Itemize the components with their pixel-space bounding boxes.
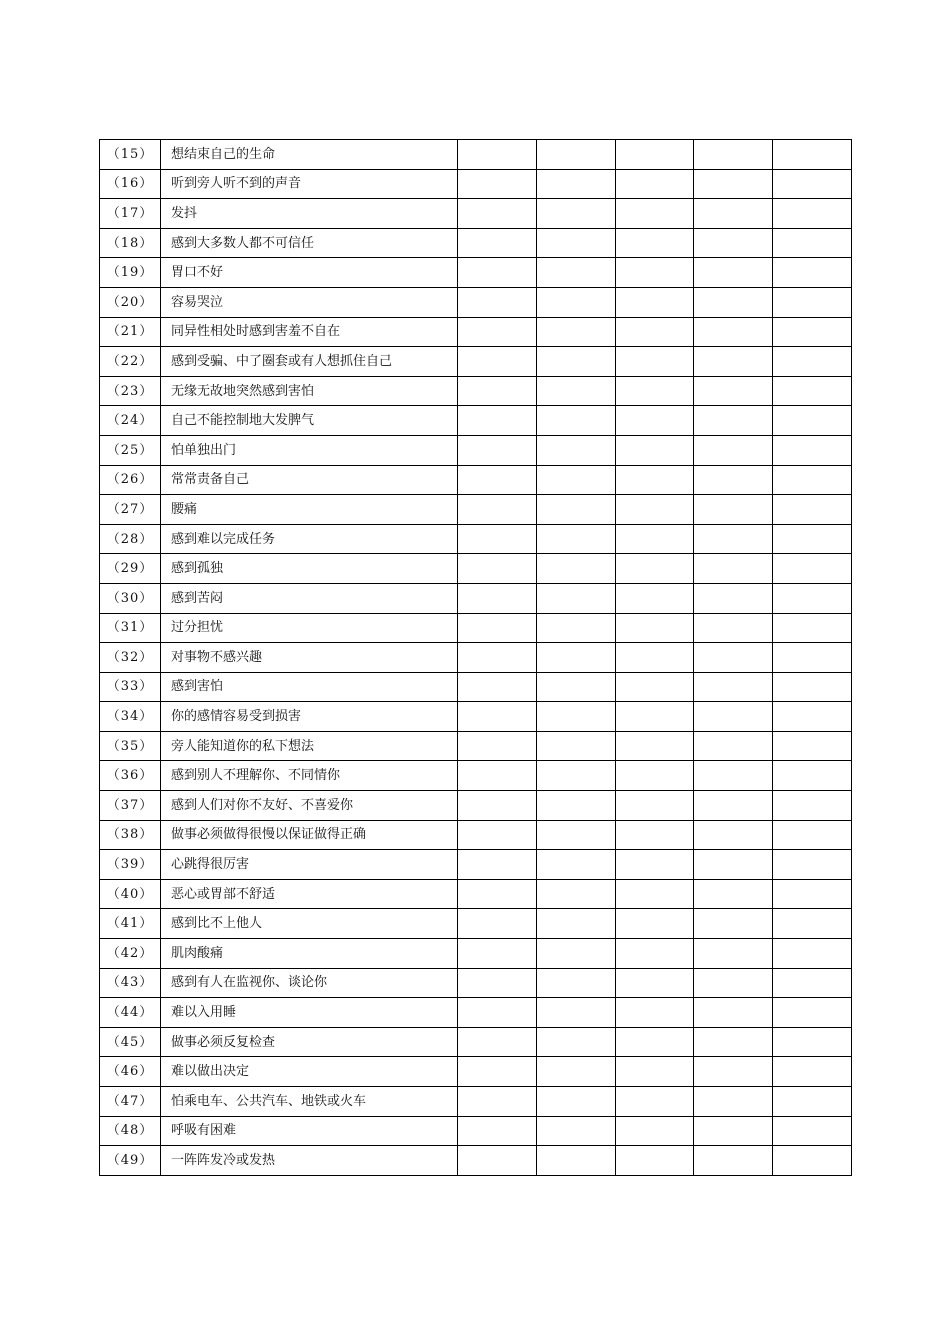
table-row	[100, 672, 852, 702]
rating-cell-3[interactable]	[615, 169, 694, 199]
rating-cell-2[interactable]	[536, 702, 615, 732]
rating-cell-5[interactable]	[773, 199, 852, 229]
item-number: （37）	[100, 791, 161, 821]
rating-cell-3[interactable]	[615, 702, 694, 732]
rating-cell-3[interactable]	[615, 850, 694, 880]
rating-cell-4[interactable]	[694, 140, 773, 170]
rating-cell-4[interactable]	[694, 939, 773, 969]
table-row	[100, 1057, 852, 1087]
item-number: （38）	[100, 820, 161, 850]
rating-cell-2[interactable]	[536, 791, 615, 821]
rating-cell-4[interactable]	[694, 287, 773, 317]
rating-cell-1[interactable]	[458, 613, 537, 643]
table-row	[100, 1087, 852, 1117]
table-row	[100, 317, 852, 347]
table-row	[100, 376, 852, 406]
rating-cell-1[interactable]	[458, 820, 537, 850]
rating-cell-3[interactable]	[615, 1057, 694, 1087]
table-row	[100, 258, 852, 288]
rating-cell-3[interactable]	[615, 1027, 694, 1057]
item-description: 感到大多数人都不可信任	[161, 228, 458, 258]
rating-cell-3[interactable]	[615, 643, 694, 673]
rating-cell-5[interactable]	[773, 554, 852, 584]
rating-cell-5[interactable]	[773, 287, 852, 317]
rating-cell-3[interactable]	[615, 672, 694, 702]
rating-cell-4[interactable]	[694, 1087, 773, 1117]
item-description: 发抖	[161, 199, 458, 229]
item-description: 感到别人不理解你、不同情你	[161, 761, 458, 791]
rating-cell-4[interactable]	[694, 1116, 773, 1146]
rating-cell-2[interactable]	[536, 850, 615, 880]
rating-cell-5[interactable]	[773, 672, 852, 702]
item-number: （33）	[100, 672, 161, 702]
rating-cell-4[interactable]	[694, 376, 773, 406]
rating-cell-4[interactable]	[694, 702, 773, 732]
rating-cell-1[interactable]	[458, 406, 537, 436]
item-number: （22）	[100, 347, 161, 377]
rating-cell-1[interactable]	[458, 998, 537, 1028]
item-number: （25）	[100, 435, 161, 465]
rating-cell-1[interactable]	[458, 702, 537, 732]
rating-cell-1[interactable]	[458, 850, 537, 880]
rating-cell-3[interactable]	[615, 376, 694, 406]
rating-cell-3[interactable]	[615, 909, 694, 939]
item-number: （39）	[100, 850, 161, 880]
rating-cell-1[interactable]	[458, 968, 537, 998]
rating-cell-5[interactable]	[773, 435, 852, 465]
rating-cell-1[interactable]	[458, 228, 537, 258]
rating-cell-5[interactable]	[773, 613, 852, 643]
rating-cell-1[interactable]	[458, 524, 537, 554]
rating-cell-4[interactable]	[694, 435, 773, 465]
rating-cell-1[interactable]	[458, 435, 537, 465]
item-description: 恶心或胃部不舒适	[161, 879, 458, 909]
item-description: 想结束自己的生命	[161, 140, 458, 170]
rating-cell-4[interactable]	[694, 643, 773, 673]
rating-cell-2[interactable]	[536, 376, 615, 406]
item-description: 难以入用睡	[161, 998, 458, 1028]
table-row	[100, 199, 852, 229]
rating-cell-2[interactable]	[536, 199, 615, 229]
rating-cell-5[interactable]	[773, 465, 852, 495]
rating-cell-1[interactable]	[458, 199, 537, 229]
rating-cell-4[interactable]	[694, 731, 773, 761]
rating-cell-4[interactable]	[694, 347, 773, 377]
item-description: 自己不能控制地大发脾气	[161, 406, 458, 436]
rating-cell-5[interactable]	[773, 1057, 852, 1087]
item-description: 感到苦闷	[161, 583, 458, 613]
rating-cell-2[interactable]	[536, 909, 615, 939]
rating-cell-1[interactable]	[458, 939, 537, 969]
rating-cell-1[interactable]	[458, 731, 537, 761]
rating-cell-1[interactable]	[458, 495, 537, 525]
rating-cell-4[interactable]	[694, 258, 773, 288]
rating-cell-1[interactable]	[458, 376, 537, 406]
rating-cell-1[interactable]	[458, 1057, 537, 1087]
item-description: 对事物不感兴趣	[161, 643, 458, 673]
rating-cell-2[interactable]	[536, 140, 615, 170]
rating-cell-5[interactable]	[773, 406, 852, 436]
item-number: （40）	[100, 879, 161, 909]
rating-cell-2[interactable]	[536, 347, 615, 377]
item-number: （26）	[100, 465, 161, 495]
table-row	[100, 731, 852, 761]
rating-cell-4[interactable]	[694, 1146, 773, 1176]
rating-cell-1[interactable]	[458, 1116, 537, 1146]
rating-cell-4[interactable]	[694, 909, 773, 939]
rating-cell-4[interactable]	[694, 613, 773, 643]
item-description: 胃口不好	[161, 258, 458, 288]
rating-cell-5[interactable]	[773, 1146, 852, 1176]
rating-cell-3[interactable]	[615, 258, 694, 288]
rating-cell-1[interactable]	[458, 317, 537, 347]
item-description: 腰痛	[161, 495, 458, 525]
rating-cell-2[interactable]	[536, 554, 615, 584]
rating-cell-2[interactable]	[536, 761, 615, 791]
item-description: 感到害怕	[161, 672, 458, 702]
rating-cell-3[interactable]	[615, 939, 694, 969]
item-number: （32）	[100, 643, 161, 673]
item-number: （34）	[100, 702, 161, 732]
table-row	[100, 702, 852, 732]
table-row	[100, 643, 852, 673]
rating-cell-3[interactable]	[615, 613, 694, 643]
rating-cell-2[interactable]	[536, 1027, 615, 1057]
rating-cell-2[interactable]	[536, 258, 615, 288]
rating-cell-5[interactable]	[773, 939, 852, 969]
item-number: （21）	[100, 317, 161, 347]
rating-cell-2[interactable]	[536, 495, 615, 525]
rating-cell-3[interactable]	[615, 879, 694, 909]
item-description: 常常责备自己	[161, 465, 458, 495]
rating-cell-3[interactable]	[615, 435, 694, 465]
rating-cell-2[interactable]	[536, 998, 615, 1028]
rating-cell-4[interactable]	[694, 169, 773, 199]
item-number: （45）	[100, 1027, 161, 1057]
item-description: 同异性相处时感到害羞不自在	[161, 317, 458, 347]
rating-cell-2[interactable]	[536, 731, 615, 761]
rating-cell-4[interactable]	[694, 406, 773, 436]
rating-cell-3[interactable]	[615, 1116, 694, 1146]
rating-cell-4[interactable]	[694, 820, 773, 850]
rating-cell-1[interactable]	[458, 140, 537, 170]
rating-cell-1[interactable]	[458, 879, 537, 909]
rating-cell-4[interactable]	[694, 791, 773, 821]
table-row	[100, 465, 852, 495]
item-description: 怕乘电车、公共汽车、地铁或火车	[161, 1087, 458, 1117]
rating-cell-3[interactable]	[615, 406, 694, 436]
rating-cell-5[interactable]	[773, 702, 852, 732]
rating-cell-4[interactable]	[694, 524, 773, 554]
rating-cell-5[interactable]	[773, 169, 852, 199]
rating-cell-4[interactable]	[694, 495, 773, 525]
rating-cell-1[interactable]	[458, 761, 537, 791]
rating-cell-4[interactable]	[694, 554, 773, 584]
item-number: （29）	[100, 554, 161, 584]
rating-cell-2[interactable]	[536, 287, 615, 317]
rating-cell-5[interactable]	[773, 1116, 852, 1146]
rating-cell-2[interactable]	[536, 939, 615, 969]
rating-cell-4[interactable]	[694, 199, 773, 229]
rating-cell-5[interactable]	[773, 968, 852, 998]
rating-cell-4[interactable]	[694, 672, 773, 702]
table-row	[100, 140, 852, 170]
rating-cell-1[interactable]	[458, 1027, 537, 1057]
rating-cell-3[interactable]	[615, 1146, 694, 1176]
item-number: （41）	[100, 909, 161, 939]
item-number: （18）	[100, 228, 161, 258]
table-row	[100, 435, 852, 465]
rating-cell-3[interactable]	[615, 583, 694, 613]
rating-cell-4[interactable]	[694, 228, 773, 258]
rating-cell-4[interactable]	[694, 465, 773, 495]
table-row	[100, 761, 852, 791]
rating-cell-4[interactable]	[694, 879, 773, 909]
rating-cell-3[interactable]	[615, 287, 694, 317]
item-number: （19）	[100, 258, 161, 288]
item-number: （36）	[100, 761, 161, 791]
item-description: 做事必须做得很慢以保证做得正确	[161, 820, 458, 850]
rating-cell-3[interactable]	[615, 140, 694, 170]
table-row	[100, 939, 852, 969]
rating-cell-5[interactable]	[773, 761, 852, 791]
rating-cell-5[interactable]	[773, 643, 852, 673]
rating-cell-1[interactable]	[458, 909, 537, 939]
rating-cell-3[interactable]	[615, 1087, 694, 1117]
item-description: 无缘无故地突然感到害怕	[161, 376, 458, 406]
item-description: 听到旁人听不到的声音	[161, 169, 458, 199]
table-row	[100, 791, 852, 821]
rating-cell-5[interactable]	[773, 998, 852, 1028]
rating-cell-1[interactable]	[458, 643, 537, 673]
item-description: 感到难以完成任务	[161, 524, 458, 554]
item-number: （23）	[100, 376, 161, 406]
rating-cell-2[interactable]	[536, 169, 615, 199]
table-body	[100, 140, 852, 1176]
rating-cell-2[interactable]	[536, 228, 615, 258]
rating-cell-1[interactable]	[458, 554, 537, 584]
rating-cell-1[interactable]	[458, 465, 537, 495]
rating-cell-5[interactable]	[773, 1027, 852, 1057]
rating-cell-5[interactable]	[773, 820, 852, 850]
rating-cell-4[interactable]	[694, 998, 773, 1028]
item-description: 旁人能知道你的私下想法	[161, 731, 458, 761]
rating-cell-1[interactable]	[458, 1087, 537, 1117]
table-row	[100, 228, 852, 258]
item-description: 肌肉酸痛	[161, 939, 458, 969]
item-number: （44）	[100, 998, 161, 1028]
item-description: 感到比不上他人	[161, 909, 458, 939]
rating-cell-1[interactable]	[458, 258, 537, 288]
item-number: （42）	[100, 939, 161, 969]
rating-cell-4[interactable]	[694, 583, 773, 613]
rating-cell-2[interactable]	[536, 406, 615, 436]
rating-cell-2[interactable]	[536, 672, 615, 702]
rating-cell-2[interactable]	[536, 465, 615, 495]
item-description: 呼吸有困难	[161, 1116, 458, 1146]
item-description: 你的感情容易受到损害	[161, 702, 458, 732]
rating-cell-2[interactable]	[536, 1146, 615, 1176]
item-number: （43）	[100, 968, 161, 998]
item-description: 一阵阵发冷或发热	[161, 1146, 458, 1176]
item-description: 过分担忧	[161, 613, 458, 643]
item-number: （20）	[100, 287, 161, 317]
rating-cell-5[interactable]	[773, 731, 852, 761]
table-row	[100, 406, 852, 436]
rating-cell-3[interactable]	[615, 228, 694, 258]
table-row	[100, 909, 852, 939]
table-row	[100, 613, 852, 643]
rating-cell-1[interactable]	[458, 347, 537, 377]
rating-cell-1[interactable]	[458, 672, 537, 702]
item-description: 怕单独出门	[161, 435, 458, 465]
table-row	[100, 879, 852, 909]
table-row	[100, 583, 852, 613]
rating-cell-5[interactable]	[773, 228, 852, 258]
rating-cell-5[interactable]	[773, 317, 852, 347]
rating-cell-3[interactable]	[615, 495, 694, 525]
rating-cell-3[interactable]	[615, 820, 694, 850]
rating-cell-4[interactable]	[694, 1027, 773, 1057]
rating-cell-5[interactable]	[773, 258, 852, 288]
rating-cell-5[interactable]	[773, 850, 852, 880]
rating-cell-3[interactable]	[615, 317, 694, 347]
rating-cell-4[interactable]	[694, 761, 773, 791]
rating-cell-1[interactable]	[458, 169, 537, 199]
rating-cell-5[interactable]	[773, 524, 852, 554]
table-row	[100, 347, 852, 377]
rating-cell-3[interactable]	[615, 554, 694, 584]
item-number: （31）	[100, 613, 161, 643]
rating-cell-4[interactable]	[694, 968, 773, 998]
rating-cell-5[interactable]	[773, 495, 852, 525]
item-description: 做事必须反复检查	[161, 1027, 458, 1057]
item-description: 感到人们对你不友好、不喜爱你	[161, 791, 458, 821]
rating-cell-3[interactable]	[615, 731, 694, 761]
rating-cell-1[interactable]	[458, 1146, 537, 1176]
rating-cell-2[interactable]	[536, 524, 615, 554]
rating-cell-5[interactable]	[773, 347, 852, 377]
rating-cell-5[interactable]	[773, 376, 852, 406]
rating-cell-5[interactable]	[773, 909, 852, 939]
rating-cell-2[interactable]	[536, 1057, 615, 1087]
rating-cell-2[interactable]	[536, 968, 615, 998]
table-row	[100, 998, 852, 1028]
table-row	[100, 1146, 852, 1176]
table-row	[100, 495, 852, 525]
rating-cell-3[interactable]	[615, 761, 694, 791]
rating-cell-2[interactable]	[536, 583, 615, 613]
rating-cell-4[interactable]	[694, 850, 773, 880]
item-description: 感到有人在监视你、谈论你	[161, 968, 458, 998]
rating-cell-2[interactable]	[536, 879, 615, 909]
rating-cell-2[interactable]	[536, 435, 615, 465]
table-row	[100, 524, 852, 554]
rating-cell-4[interactable]	[694, 317, 773, 347]
item-number: （47）	[100, 1087, 161, 1117]
item-description: 心跳得很厉害	[161, 850, 458, 880]
rating-cell-2[interactable]	[536, 820, 615, 850]
rating-cell-5[interactable]	[773, 583, 852, 613]
rating-cell-2[interactable]	[536, 613, 615, 643]
rating-cell-2[interactable]	[536, 1087, 615, 1117]
rating-cell-2[interactable]	[536, 1116, 615, 1146]
item-number: （48）	[100, 1116, 161, 1146]
rating-cell-3[interactable]	[615, 791, 694, 821]
table-row	[100, 1116, 852, 1146]
rating-cell-3[interactable]	[615, 347, 694, 377]
item-description: 感到受骗、中了圈套或有人想抓住自己	[161, 347, 458, 377]
rating-cell-3[interactable]	[615, 524, 694, 554]
item-description: 难以做出决定	[161, 1057, 458, 1087]
item-number: （30）	[100, 583, 161, 613]
table-row	[100, 968, 852, 998]
item-number: （27）	[100, 495, 161, 525]
item-number: （35）	[100, 731, 161, 761]
rating-cell-3[interactable]	[615, 998, 694, 1028]
rating-cell-3[interactable]	[615, 199, 694, 229]
rating-cell-3[interactable]	[615, 465, 694, 495]
item-number: （49）	[100, 1146, 161, 1176]
table-row	[100, 169, 852, 199]
table-row	[100, 850, 852, 880]
rating-cell-2[interactable]	[536, 643, 615, 673]
rating-cell-1[interactable]	[458, 583, 537, 613]
item-description: 容易哭泣	[161, 287, 458, 317]
item-number: （46）	[100, 1057, 161, 1087]
rating-cell-5[interactable]	[773, 791, 852, 821]
table-row	[100, 820, 852, 850]
rating-cell-5[interactable]	[773, 1087, 852, 1117]
item-description: 感到孤独	[161, 554, 458, 584]
table-row	[100, 287, 852, 317]
rating-cell-3[interactable]	[615, 968, 694, 998]
rating-cell-1[interactable]	[458, 791, 537, 821]
symptom-checklist-table	[99, 139, 852, 1176]
item-number: （28）	[100, 524, 161, 554]
table-row	[100, 554, 852, 584]
rating-cell-1[interactable]	[458, 287, 537, 317]
rating-cell-4[interactable]	[694, 1057, 773, 1087]
item-number: （17）	[100, 199, 161, 229]
rating-cell-5[interactable]	[773, 879, 852, 909]
rating-cell-2[interactable]	[536, 317, 615, 347]
item-number: （15）	[100, 140, 161, 170]
item-number: （24）	[100, 406, 161, 436]
table-row	[100, 1027, 852, 1057]
rating-cell-5[interactable]	[773, 140, 852, 170]
item-number: （16）	[100, 169, 161, 199]
